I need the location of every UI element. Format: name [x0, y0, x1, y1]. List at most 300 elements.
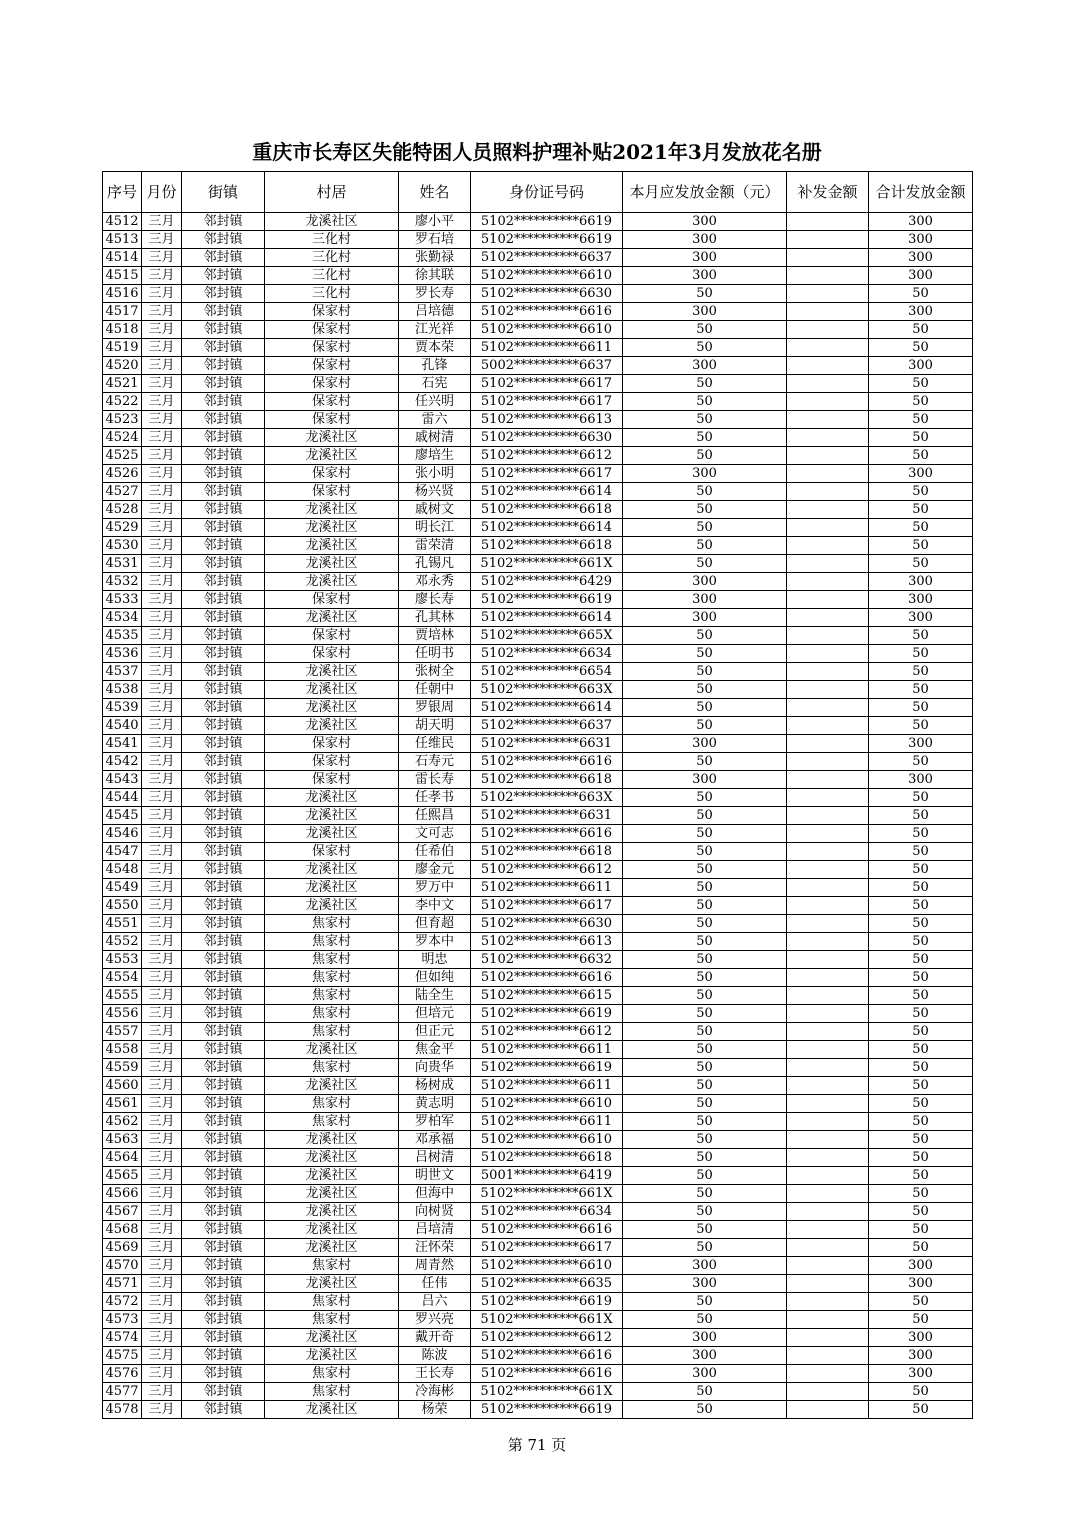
cell-total: 50	[869, 915, 973, 933]
cell-monthly-amount: 50	[623, 1221, 787, 1239]
cell-village: 保家村	[265, 339, 399, 357]
cell-id-number: 5102**********6630	[471, 285, 623, 303]
cell-month: 三月	[142, 1077, 182, 1095]
cell-id-number: 5102**********6631	[471, 807, 623, 825]
cell-month: 三月	[142, 555, 182, 573]
cell-id-number: 5102**********6616	[471, 1365, 623, 1383]
cell-month: 三月	[142, 1113, 182, 1131]
cell-id-number: 5102**********6619	[471, 231, 623, 249]
cell-id-number: 5102**********6610	[471, 321, 623, 339]
cell-supplement	[787, 681, 869, 699]
cell-monthly-amount: 50	[623, 1383, 787, 1401]
cell-town: 邻封镇	[182, 951, 265, 969]
cell-monthly-amount: 300	[623, 213, 787, 231]
cell-town: 邻封镇	[182, 1041, 265, 1059]
cell-id-number: 5102**********6612	[471, 1023, 623, 1041]
cell-town: 邻封镇	[182, 753, 265, 771]
cell-supplement	[787, 645, 869, 663]
cell-monthly-amount: 50	[623, 879, 787, 897]
cell-id-number: 5102**********6630	[471, 429, 623, 447]
cell-town: 邻封镇	[182, 681, 265, 699]
table-row	[103, 591, 973, 609]
cell-name: 明世文	[399, 1167, 471, 1185]
cell-total: 50	[869, 393, 973, 411]
cell-name: 明长江	[399, 519, 471, 537]
cell-index: 4556	[103, 1005, 142, 1023]
cell-name: 张小明	[399, 465, 471, 483]
cell-month: 三月	[142, 519, 182, 537]
cell-village: 龙溪社区	[265, 1203, 399, 1221]
cell-id-number: 5102**********6654	[471, 663, 623, 681]
cell-supplement	[787, 1347, 869, 1365]
cell-village: 焦家村	[265, 1023, 399, 1041]
cell-total: 300	[869, 1329, 973, 1347]
cell-monthly-amount: 50	[623, 1149, 787, 1167]
cell-id-number: 5102**********6617	[471, 1239, 623, 1257]
cell-index: 4558	[103, 1041, 142, 1059]
cell-monthly-amount: 50	[623, 393, 787, 411]
cell-index: 4561	[103, 1095, 142, 1113]
cell-supplement	[787, 969, 869, 987]
cell-village: 龙溪社区	[265, 1275, 399, 1293]
cell-id-number: 5102**********6611	[471, 339, 623, 357]
cell-index: 4578	[103, 1401, 142, 1419]
cell-total: 50	[869, 879, 973, 897]
cell-month: 三月	[142, 1059, 182, 1077]
cell-index: 4568	[103, 1221, 142, 1239]
cell-town: 邻封镇	[182, 1383, 265, 1401]
cell-id-number: 5102**********6617	[471, 375, 623, 393]
table-row	[103, 1347, 973, 1365]
cell-month: 三月	[142, 681, 182, 699]
table-row	[103, 771, 973, 789]
cell-supplement	[787, 1329, 869, 1347]
cell-month: 三月	[142, 339, 182, 357]
cell-id-number: 5102**********6616	[471, 1347, 623, 1365]
cell-total: 50	[869, 519, 973, 537]
table-row	[103, 1401, 973, 1419]
cell-town: 邻封镇	[182, 267, 265, 285]
cell-month: 三月	[142, 1167, 182, 1185]
col-header-month: 月份	[142, 172, 182, 213]
cell-monthly-amount: 50	[623, 1023, 787, 1041]
cell-name: 任朝中	[399, 681, 471, 699]
cell-month: 三月	[142, 609, 182, 627]
cell-town: 邻封镇	[182, 555, 265, 573]
cell-supplement	[787, 1095, 869, 1113]
cell-supplement	[787, 465, 869, 483]
cell-id-number: 5001**********6419	[471, 1167, 623, 1185]
cell-index: 4541	[103, 735, 142, 753]
cell-month: 三月	[142, 699, 182, 717]
cell-supplement	[787, 429, 869, 447]
cell-id-number: 5102**********6632	[471, 951, 623, 969]
cell-id-number: 5102**********6614	[471, 699, 623, 717]
cell-village: 龙溪社区	[265, 879, 399, 897]
cell-month: 三月	[142, 375, 182, 393]
cell-total: 50	[869, 375, 973, 393]
cell-village: 龙溪社区	[265, 501, 399, 519]
cell-supplement	[787, 735, 869, 753]
cell-town: 邻封镇	[182, 519, 265, 537]
cell-id-number: 5102**********6631	[471, 735, 623, 753]
table-row	[103, 321, 973, 339]
cell-total: 300	[869, 1365, 973, 1383]
cell-index: 4572	[103, 1293, 142, 1311]
cell-name: 江光祥	[399, 321, 471, 339]
cell-id-number: 5102**********6630	[471, 915, 623, 933]
cell-name: 罗兴亮	[399, 1311, 471, 1329]
cell-village: 龙溪社区	[265, 1077, 399, 1095]
cell-village: 保家村	[265, 483, 399, 501]
cell-month: 三月	[142, 951, 182, 969]
cell-village: 龙溪社区	[265, 609, 399, 627]
cell-index: 4546	[103, 825, 142, 843]
cell-id-number: 5102**********6634	[471, 1203, 623, 1221]
cell-monthly-amount: 50	[623, 897, 787, 915]
cell-index: 4570	[103, 1257, 142, 1275]
cell-total: 300	[869, 591, 973, 609]
cell-name: 任兴明	[399, 393, 471, 411]
cell-name: 文可志	[399, 825, 471, 843]
cell-id-number: 5102**********6612	[471, 447, 623, 465]
cell-id-number: 5102**********661X	[471, 555, 623, 573]
cell-month: 三月	[142, 753, 182, 771]
cell-supplement	[787, 915, 869, 933]
cell-monthly-amount: 300	[623, 303, 787, 321]
table-row	[103, 357, 973, 375]
cell-total: 50	[869, 753, 973, 771]
cell-supplement	[787, 987, 869, 1005]
table-row	[103, 933, 973, 951]
col-header-total: 合计发放金额	[869, 172, 973, 213]
cell-name: 杨树成	[399, 1077, 471, 1095]
cell-month: 三月	[142, 663, 182, 681]
cell-total: 300	[869, 573, 973, 591]
cell-name: 雷荣清	[399, 537, 471, 555]
cell-total: 50	[869, 555, 973, 573]
cell-total: 50	[869, 861, 973, 879]
cell-supplement	[787, 789, 869, 807]
cell-month: 三月	[142, 1203, 182, 1221]
table-row	[103, 447, 973, 465]
cell-monthly-amount: 50	[623, 321, 787, 339]
cell-index: 4562	[103, 1113, 142, 1131]
cell-total: 50	[869, 897, 973, 915]
cell-village: 龙溪社区	[265, 1329, 399, 1347]
cell-month: 三月	[142, 483, 182, 501]
cell-village: 龙溪社区	[265, 1167, 399, 1185]
cell-name: 罗柏军	[399, 1113, 471, 1131]
cell-month: 三月	[142, 1365, 182, 1383]
table-row	[103, 267, 973, 285]
cell-index: 4569	[103, 1239, 142, 1257]
cell-town: 邻封镇	[182, 231, 265, 249]
cell-town: 邻封镇	[182, 1275, 265, 1293]
cell-index: 4519	[103, 339, 142, 357]
table-row	[103, 411, 973, 429]
col-header-monthly-amount: 本月应发放金额（元）	[623, 172, 787, 213]
cell-total: 50	[869, 699, 973, 717]
cell-month: 三月	[142, 1257, 182, 1275]
col-header-name: 姓名	[399, 172, 471, 213]
cell-town: 邻封镇	[182, 1167, 265, 1185]
cell-index: 4552	[103, 933, 142, 951]
cell-month: 三月	[142, 861, 182, 879]
cell-supplement	[787, 411, 869, 429]
cell-month: 三月	[142, 1401, 182, 1419]
cell-total: 300	[869, 609, 973, 627]
cell-month: 三月	[142, 393, 182, 411]
cell-month: 三月	[142, 969, 182, 987]
cell-monthly-amount: 50	[623, 429, 787, 447]
cell-index: 4527	[103, 483, 142, 501]
cell-village: 龙溪社区	[265, 1239, 399, 1257]
table-row	[103, 1005, 973, 1023]
cell-month: 三月	[142, 789, 182, 807]
table-row	[103, 825, 973, 843]
cell-name: 吕六	[399, 1293, 471, 1311]
table-row	[103, 537, 973, 555]
page-number: 第 71 页	[507, 1436, 567, 1454]
table-row	[103, 1239, 973, 1257]
cell-town: 邻封镇	[182, 375, 265, 393]
cell-monthly-amount: 300	[623, 1365, 787, 1383]
cell-supplement	[787, 1239, 869, 1257]
cell-supplement	[787, 1221, 869, 1239]
cell-village: 保家村	[265, 771, 399, 789]
cell-village: 龙溪社区	[265, 573, 399, 591]
cell-index: 4540	[103, 717, 142, 735]
cell-index: 4576	[103, 1365, 142, 1383]
cell-monthly-amount: 50	[623, 969, 787, 987]
cell-monthly-amount: 300	[623, 735, 787, 753]
cell-monthly-amount: 50	[623, 807, 787, 825]
table-row	[103, 951, 973, 969]
cell-total: 50	[869, 663, 973, 681]
cell-village: 焦家村	[265, 1257, 399, 1275]
cell-village: 保家村	[265, 591, 399, 609]
cell-supplement	[787, 1365, 869, 1383]
cell-name: 廖小平	[399, 213, 471, 231]
cell-village: 龙溪社区	[265, 1185, 399, 1203]
cell-id-number: 5102**********6611	[471, 1077, 623, 1095]
cell-supplement	[787, 825, 869, 843]
cell-index: 4545	[103, 807, 142, 825]
cell-town: 邻封镇	[182, 609, 265, 627]
cell-monthly-amount: 50	[623, 951, 787, 969]
cell-supplement	[787, 249, 869, 267]
cell-total: 50	[869, 825, 973, 843]
cell-total: 50	[869, 411, 973, 429]
cell-supplement	[787, 1023, 869, 1041]
cell-total: 50	[869, 1185, 973, 1203]
cell-total: 300	[869, 213, 973, 231]
cell-supplement	[787, 663, 869, 681]
cell-index: 4512	[103, 213, 142, 231]
cell-name: 贾本荣	[399, 339, 471, 357]
table-row	[103, 573, 973, 591]
cell-id-number: 5102**********6610	[471, 1095, 623, 1113]
cell-village: 焦家村	[265, 915, 399, 933]
cell-name: 冷海彬	[399, 1383, 471, 1401]
cell-name: 廖金元	[399, 861, 471, 879]
cell-total: 50	[869, 339, 973, 357]
cell-monthly-amount: 50	[623, 645, 787, 663]
cell-supplement	[787, 1005, 869, 1023]
cell-town: 邻封镇	[182, 1149, 265, 1167]
cell-id-number: 5102**********6617	[471, 393, 623, 411]
cell-monthly-amount: 50	[623, 861, 787, 879]
cell-month: 三月	[142, 897, 182, 915]
cell-id-number: 5102**********6429	[471, 573, 623, 591]
table-row	[103, 483, 973, 501]
cell-index: 4548	[103, 861, 142, 879]
table-row	[103, 915, 973, 933]
cell-id-number: 5102**********6612	[471, 1329, 623, 1347]
cell-month: 三月	[142, 933, 182, 951]
cell-index: 4555	[103, 987, 142, 1005]
cell-monthly-amount: 50	[623, 447, 787, 465]
cell-supplement	[787, 861, 869, 879]
cell-name: 徐其联	[399, 267, 471, 285]
cell-village: 龙溪社区	[265, 555, 399, 573]
cell-name: 陈波	[399, 1347, 471, 1365]
cell-index: 4528	[103, 501, 142, 519]
cell-monthly-amount: 50	[623, 483, 787, 501]
cell-monthly-amount: 50	[623, 627, 787, 645]
cell-village: 三化村	[265, 231, 399, 249]
cell-monthly-amount: 50	[623, 1401, 787, 1419]
cell-total: 50	[869, 537, 973, 555]
cell-total: 50	[869, 843, 973, 861]
cell-total: 50	[869, 1167, 973, 1185]
cell-town: 邻封镇	[182, 1221, 265, 1239]
cell-supplement	[787, 555, 869, 573]
cell-supplement	[787, 591, 869, 609]
cell-index: 4524	[103, 429, 142, 447]
cell-name: 吕培清	[399, 1221, 471, 1239]
cell-index: 4550	[103, 897, 142, 915]
table-row	[103, 1329, 973, 1347]
col-header-supplement: 补发金额	[787, 172, 869, 213]
cell-town: 邻封镇	[182, 843, 265, 861]
cell-monthly-amount: 50	[623, 1059, 787, 1077]
cell-supplement	[787, 843, 869, 861]
cell-id-number: 5102**********6610	[471, 1131, 623, 1149]
cell-month: 三月	[142, 285, 182, 303]
table-row	[103, 1383, 973, 1401]
cell-month: 三月	[142, 735, 182, 753]
cell-id-number: 5102**********6611	[471, 1041, 623, 1059]
table-row	[103, 1293, 973, 1311]
cell-village: 龙溪社区	[265, 429, 399, 447]
col-header-id-number: 身份证号码	[471, 172, 623, 213]
cell-total: 50	[869, 1041, 973, 1059]
cell-town: 邻封镇	[182, 699, 265, 717]
cell-total: 50	[869, 483, 973, 501]
cell-town: 邻封镇	[182, 249, 265, 267]
cell-village: 保家村	[265, 303, 399, 321]
cell-supplement	[787, 1185, 869, 1203]
cell-village: 龙溪社区	[265, 1347, 399, 1365]
cell-monthly-amount: 50	[623, 1095, 787, 1113]
cell-index: 4523	[103, 411, 142, 429]
cell-id-number: 5002**********6637	[471, 357, 623, 375]
cell-month: 三月	[142, 1347, 182, 1365]
cell-total: 50	[869, 951, 973, 969]
cell-id-number: 5102**********6617	[471, 897, 623, 915]
table-row	[103, 1041, 973, 1059]
cell-total: 300	[869, 303, 973, 321]
cell-month: 三月	[142, 1023, 182, 1041]
cell-month: 三月	[142, 501, 182, 519]
cell-monthly-amount: 50	[623, 1185, 787, 1203]
cell-monthly-amount: 50	[623, 1113, 787, 1131]
cell-index: 4577	[103, 1383, 142, 1401]
table-row	[103, 717, 973, 735]
cell-monthly-amount: 300	[623, 609, 787, 627]
cell-village: 龙溪社区	[265, 663, 399, 681]
cell-monthly-amount: 300	[623, 1257, 787, 1275]
cell-monthly-amount: 50	[623, 1293, 787, 1311]
cell-total: 50	[869, 321, 973, 339]
cell-town: 邻封镇	[182, 1023, 265, 1041]
cell-name: 贾培林	[399, 627, 471, 645]
cell-month: 三月	[142, 645, 182, 663]
cell-id-number: 5102**********6611	[471, 1113, 623, 1131]
cell-supplement	[787, 933, 869, 951]
cell-index: 4533	[103, 591, 142, 609]
cell-index: 4530	[103, 537, 142, 555]
cell-index: 4539	[103, 699, 142, 717]
cell-supplement	[787, 1203, 869, 1221]
cell-supplement	[787, 375, 869, 393]
cell-id-number: 5102**********6614	[471, 519, 623, 537]
cell-town: 邻封镇	[182, 1095, 265, 1113]
cell-total: 50	[869, 1221, 973, 1239]
cell-supplement	[787, 1311, 869, 1329]
cell-total: 50	[869, 645, 973, 663]
cell-village: 焦家村	[265, 1005, 399, 1023]
cell-total: 50	[869, 1239, 973, 1257]
cell-name: 戚树文	[399, 501, 471, 519]
cell-index: 4534	[103, 609, 142, 627]
cell-town: 邻封镇	[182, 465, 265, 483]
cell-monthly-amount: 50	[623, 1311, 787, 1329]
cell-town: 邻封镇	[182, 1185, 265, 1203]
cell-name: 任希伯	[399, 843, 471, 861]
cell-total: 50	[869, 1401, 973, 1419]
cell-monthly-amount: 300	[623, 231, 787, 249]
cell-village: 焦家村	[265, 969, 399, 987]
cell-monthly-amount: 300	[623, 357, 787, 375]
col-header-village: 村居	[265, 172, 399, 213]
cell-month: 三月	[142, 771, 182, 789]
cell-town: 邻封镇	[182, 1203, 265, 1221]
cell-supplement	[787, 285, 869, 303]
cell-month: 三月	[142, 231, 182, 249]
table-row	[103, 1149, 973, 1167]
cell-town: 邻封镇	[182, 735, 265, 753]
cell-id-number: 5102**********6618	[471, 501, 623, 519]
cell-supplement	[787, 1293, 869, 1311]
cell-town: 邻封镇	[182, 861, 265, 879]
cell-name: 但如纯	[399, 969, 471, 987]
table-row	[103, 393, 973, 411]
cell-supplement	[787, 1059, 869, 1077]
cell-town: 邻封镇	[182, 897, 265, 915]
